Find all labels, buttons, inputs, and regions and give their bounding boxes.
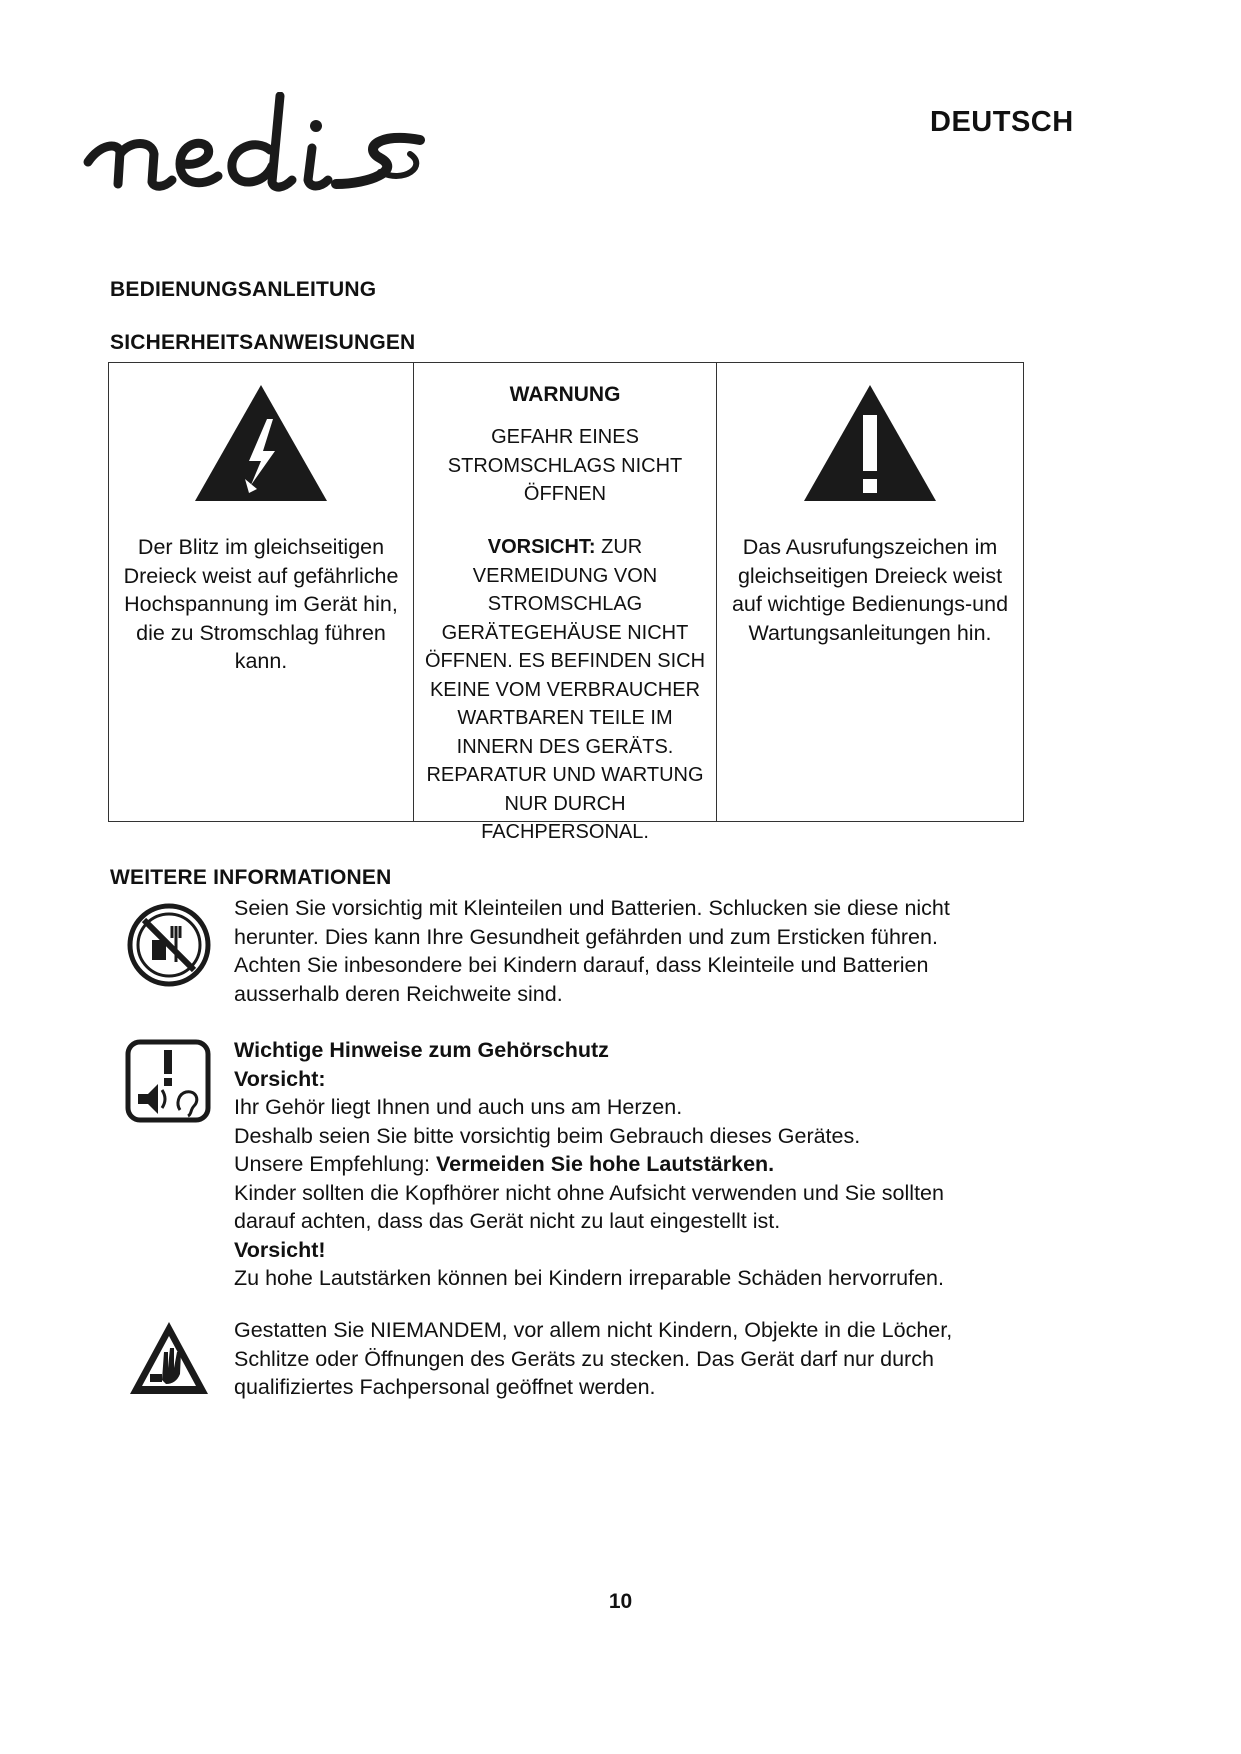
heading-manual: BEDIENUNGSANLEITUNG	[110, 278, 377, 301]
warning-table	[108, 362, 1024, 843]
hearing-caution-2: Vorsicht!	[234, 1237, 326, 1262]
language-label: DEUTSCH	[930, 106, 1074, 138]
page-number: 10	[608, 1590, 633, 1613]
warning-col-lightning	[109, 363, 414, 821]
caution-label: VORSICHT:	[487, 536, 596, 558]
hearing-reco-text: Vermeiden Sie hohe Lautstärken.	[435, 1152, 775, 1176]
caution-block	[418, 533, 712, 847]
small-parts-text: Seien Sie vorsichtig mit Kleinteilen und Batterien. Schlucken sie diese nicht herunter. Dies kann Ihre Gesundheit gefährden und zum Ersticken führen. Achten Sie inbesondere bei Kindern darauf, dass Kleinteile und Batterien ausserhalb deren Reichweite sind.	[234, 896, 950, 1006]
hearing-title: Wichtige Hinweise zum Gehörschutz	[234, 1038, 609, 1062]
warning-col-center	[414, 363, 717, 843]
no-swallow-icon	[126, 902, 212, 988]
hearing-protection-icon	[124, 1038, 212, 1126]
heading-safety: SICHERHEITSANWEISUNGEN	[110, 331, 416, 354]
hearing-line-1: Ihr Gehör liegt Ihnen und auch uns am Herzen.	[234, 1095, 683, 1119]
hearing-line-2: Deshalb seien Sie bitte vorsichtig beim Gebrauch dieses Gerätes.	[234, 1123, 861, 1148]
nedis-logo	[80, 92, 460, 202]
caution-text: ZUR VERMEIDUNG VON STROMSCHLAG GERÄTEGEHÄUSE NICHT ÖFFNEN. ES BEFINDEN SICH KEINE VOM VERBRAUCHER WARTBAREN TEILE IM INNERN DES GERÄTS. REPARATUR UND WARTUNG NUR DURCH FACHPERSONAL.	[424, 536, 706, 843]
lightning-description: Der Blitz im gleichseitigen Dreieck weist auf gefährliche Hochspannung im Gerät hin, die zu Stromschlag führen kann.	[123, 535, 399, 673]
hearing-line-3: Kinder sollten die Kopfhörer nicht ohne Aufsicht verwenden und Sie sollten darauf achten, dass das Gerät nicht zu laut eingestellt ist.	[234, 1180, 944, 1233]
warning-col-exclamation	[717, 363, 1023, 821]
warning-title: WARNUNG	[509, 383, 621, 406]
exclamation-description: Das Ausrufungszeichen im gleichseitigen Dreieck weist auf wichtige Bedienungs-und Wartungsanleitungen hin.	[731, 535, 1009, 645]
hearing-reco-label: Unsere Empfehlung:	[234, 1152, 430, 1176]
exclamation-triangle-icon	[800, 381, 940, 505]
no-insert-objects-icon	[126, 1318, 212, 1398]
danger-text: GEFAHR EINES STROMSCHLAGS NICHT ÖFFNEN	[447, 426, 683, 505]
hearing-protection-text	[234, 1036, 994, 1293]
heading-more-info: WEITERE INFORMATIONEN	[110, 866, 392, 889]
hearing-caution-1: Vorsicht:	[234, 1066, 326, 1091]
lightning-triangle-icon	[191, 381, 331, 505]
openings-text: Gestatten Sie NIEMANDEM, vor allem nicht Kindern, Objekte in die Löcher, Schlitze oder Öffnungen des Geräts zu stecken. Das Gerät darf nur durch qualifiziertes Fachpersonal geöffnet werden.	[234, 1318, 953, 1399]
hearing-line-4: Zu hohe Lautstärken können bei Kindern irreparable Schäden hervorrufen.	[234, 1266, 944, 1290]
